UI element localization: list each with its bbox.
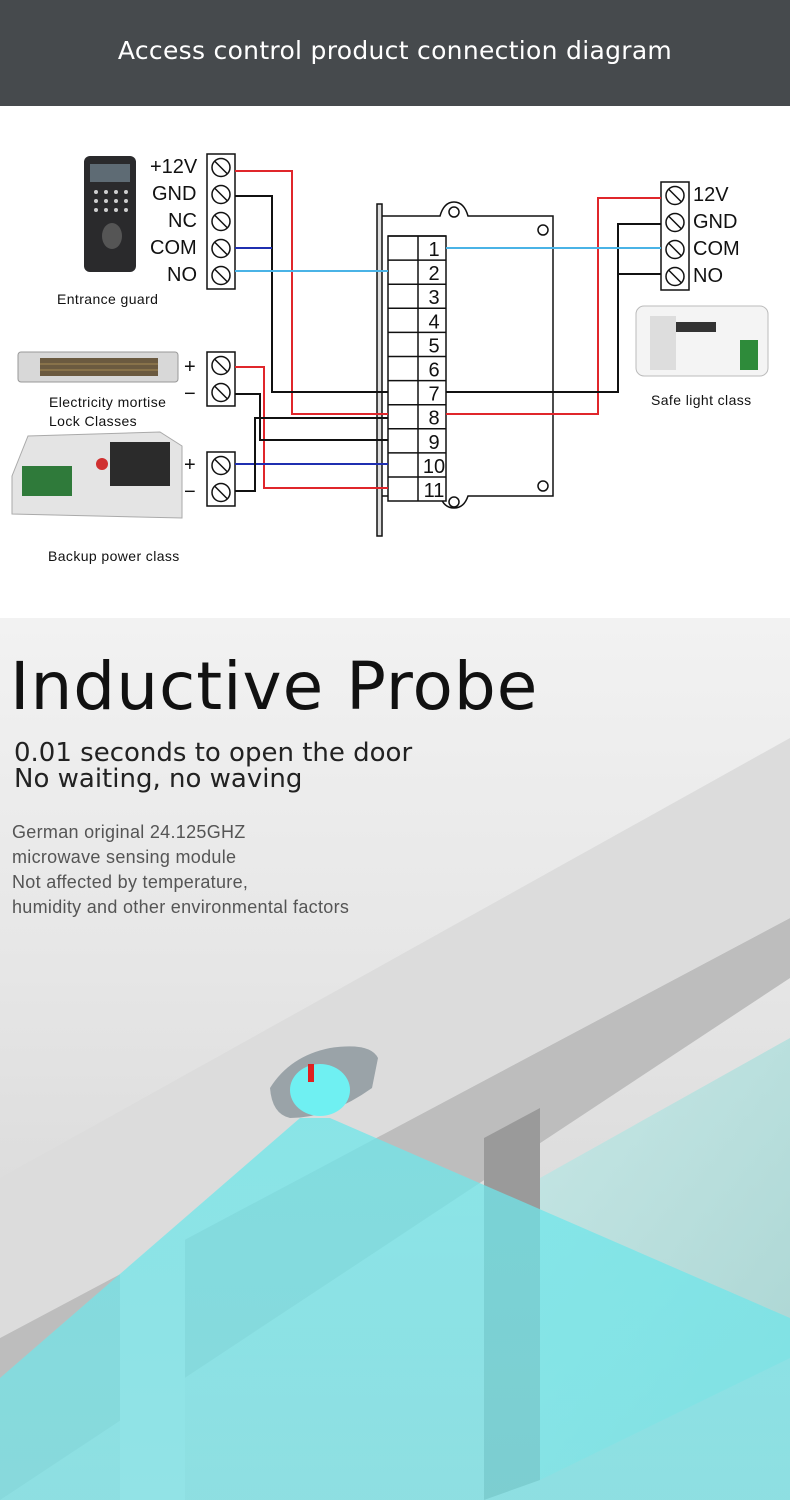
probe-title: Inductive Probe xyxy=(10,648,539,725)
lock-caption-line1: Electricity mortise xyxy=(49,394,167,410)
sl-label-no: NO xyxy=(693,265,723,287)
pin-number: 2 xyxy=(428,263,440,286)
lock-label-plus: + xyxy=(184,356,196,378)
pin-number: 7 xyxy=(428,383,440,406)
backup-power-caption: Backup power class xyxy=(48,548,180,564)
pin-number: 10 xyxy=(422,455,446,478)
wire xyxy=(235,171,388,414)
wire xyxy=(235,418,388,491)
feature-line-4: humidity and other environmental factors xyxy=(12,897,350,917)
pin-number: 8 xyxy=(428,407,440,430)
pin-number: 11 xyxy=(423,480,445,502)
pin-number: 9 xyxy=(428,431,440,454)
eg-label-no: NO xyxy=(167,264,197,286)
wire xyxy=(235,367,388,488)
safe-light-caption: Safe light class xyxy=(651,392,752,408)
bp-label-plus: + xyxy=(184,454,196,476)
lock-label-minus: − xyxy=(184,383,196,405)
entrance-guard-terminal-block xyxy=(207,154,235,289)
sl-label-gnd: GND xyxy=(693,211,738,233)
page-title: Access control product connection diagram xyxy=(117,35,673,65)
pin-number: 5 xyxy=(428,335,440,358)
diagram-svg xyxy=(0,106,790,618)
inductive-probe-section xyxy=(0,618,790,1500)
feature-line-2: microwave sensing module xyxy=(12,847,237,867)
feature-line-1: German original 24.125GHZ xyxy=(12,822,246,842)
entrance-guard-image xyxy=(84,156,136,272)
probe-subtitle-1: 0.01 seconds to open the door xyxy=(14,738,413,768)
lock-caption-line2: Lock Classes xyxy=(49,413,138,429)
feature-line-3: Not affected by temperature, xyxy=(12,872,249,892)
pin-number: 6 xyxy=(428,359,440,382)
backup-power-image xyxy=(12,432,182,518)
header-bar xyxy=(0,0,790,106)
sl-label-com: COM xyxy=(693,238,740,260)
lock-terminal-block xyxy=(207,352,235,406)
safe-light-terminal-block xyxy=(661,182,689,290)
eg-label-com: COM xyxy=(150,237,197,259)
magnetic-lock-image xyxy=(18,352,178,382)
eg-label-nc: NC xyxy=(168,210,197,232)
connection-diagram xyxy=(0,106,790,618)
wire xyxy=(235,196,388,392)
pin-number: 1 xyxy=(428,239,440,261)
safe-light-device-image xyxy=(636,306,768,376)
pin-number: 4 xyxy=(428,311,440,334)
pin-number: 3 xyxy=(428,287,440,310)
backup-power-terminal-block xyxy=(207,452,235,506)
eg-label-gnd: GND xyxy=(152,183,197,205)
wiring xyxy=(235,171,661,491)
controller-board xyxy=(377,202,553,536)
eg-label-12v: +12V xyxy=(150,156,198,178)
entrance-guard-caption: Entrance guard xyxy=(57,291,159,307)
sl-label-12v: 12V xyxy=(693,184,729,206)
bp-label-minus: − xyxy=(184,481,196,503)
probe-subtitle-2: No waiting, no waving xyxy=(14,764,303,794)
